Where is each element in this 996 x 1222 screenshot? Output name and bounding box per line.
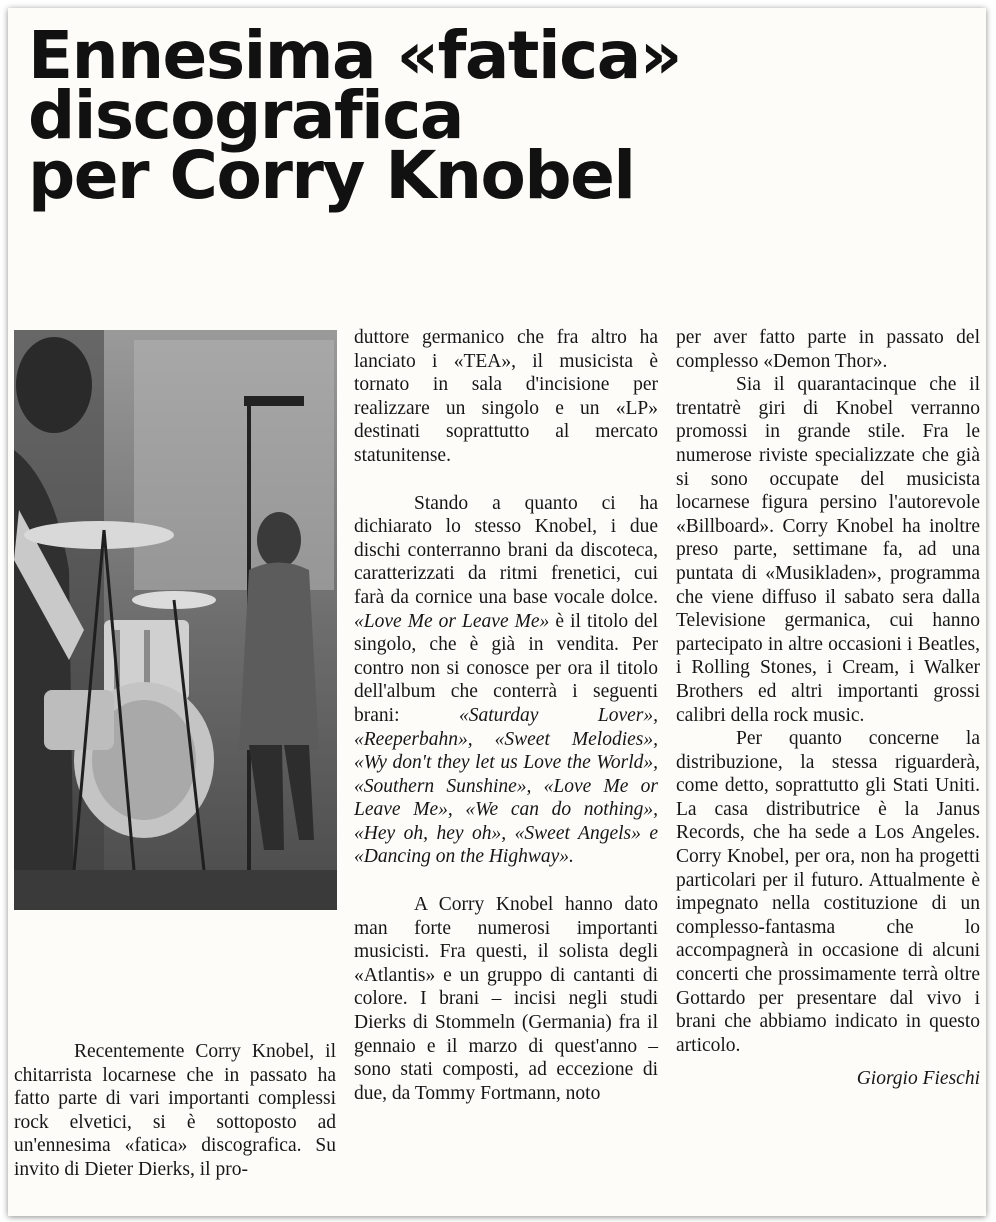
column-3-paragraph-3: Per quanto concerne la distribuzione, la stessa riguarderà, come detto, soprattutto gli Stati Uniti. La casa distributrice è la Janus Records, che ha sede a Los Angeles. Corry Knobel, per ora, non ha progetti particolari per il futuro. Attualmente è impegnato nella costituzione di un complesso-fantasma che lo accompagnerà in occasione di alcuni concerti che prossimamente terrà oltre Gottardo per presentare dal vivo i brani che abbiamo indicato in questo articolo. — [676, 728, 980, 1056]
column-3-paragraph-1: per aver fatto parte in passato del complesso «Demon Thor». — [676, 327, 980, 372]
column-2-paragraph-3: A Corry Knobel hanno dato man forte numerosi importanti musicisti. Fra questi, il solista degli «Atlantis» e un gruppo di cantanti di colore. I brani – incisi negli studi Dierks di Stommeln (Germania) fra il gennaio e il marzo di quest'anno – sono stati composti, ad eccezione di due, da Tommy Fortmann, noto — [354, 894, 658, 1104]
headline-line-1: Ennesima «fatica» — [28, 17, 681, 94]
headline-line-3: per Corry Knobel — [28, 137, 635, 214]
column-3-paragraph-2: Sia il quarantacinque che il trentatrè giri di Knobel verranno promossi in grande stile. Fra le numerose riviste specializzate che già si sono occupate del musicista locarnese figura persino l'autorevole «Billboard». Corry Knobel ha inoltre preso parte, settimane fa, ad una puntata di «Musikladen», programma che viene diffuso il sabato sera dalla Televisione germanica, cui hanno partecipato in altre occasioni i Beatles, i Rolling Stones, i Cream, i Walker Brothers ed altri importanti grossi calibri della rock music. — [676, 374, 980, 726]
column-2-paragraph-1: duttore germanico che fra altro ha lanciato i «TEA», il musicista è tornato in sala d'incisione per realizzare un singolo e un «LP» destinati soprattutto al mercato statunitense. — [354, 327, 658, 466]
single-title: «Love Me or Leave Me» — [354, 610, 550, 632]
band-on-stage-photo — [14, 330, 337, 910]
track-list: «Saturday Lover», «Reeperbahn», «Sweet Melodies», «Wy don't they let us Love the World», «Southern Sunshine», «Love Me or Leave Me», «We can do nothing», «Hey oh, hey oh», «Sweet Angels» e «Dancing on the Highway». — [354, 704, 659, 868]
column-2-paragraph-2 — [354, 492, 658, 870]
column-2 — [354, 326, 658, 1105]
column-1-paragraph: Recentemente Corry Knobel, il chitarrista locarnese che in passato ha fatto parte di vari importanti complessi rock elvetici, si è sottoposto ad un'ennesima «fatica» discografica. Su invito di Dieter Dierks, il pro- — [14, 1041, 336, 1180]
single-text: è il titolo del singolo, che è già in vendita. Per contro non si conosce per ora il titolo dell'album che conterrà i seguenti brani: — [354, 610, 659, 726]
author-signature: Giorgio Fieschi — [856, 1068, 980, 1090]
headline-line-2: discografica — [28, 77, 463, 154]
column-1 — [14, 1040, 336, 1182]
tracklist-intro: Stando a quanto ci ha dichiarato lo stesso Knobel, i due dischi conterranno brani da discoteca, caratterizzati da ritmi frenetici, cui farà da cornice una base vocale dolce. — [354, 492, 658, 608]
newspaper-clipping — [8, 8, 986, 1216]
headline — [28, 17, 928, 214]
column-3 — [676, 326, 980, 1091]
